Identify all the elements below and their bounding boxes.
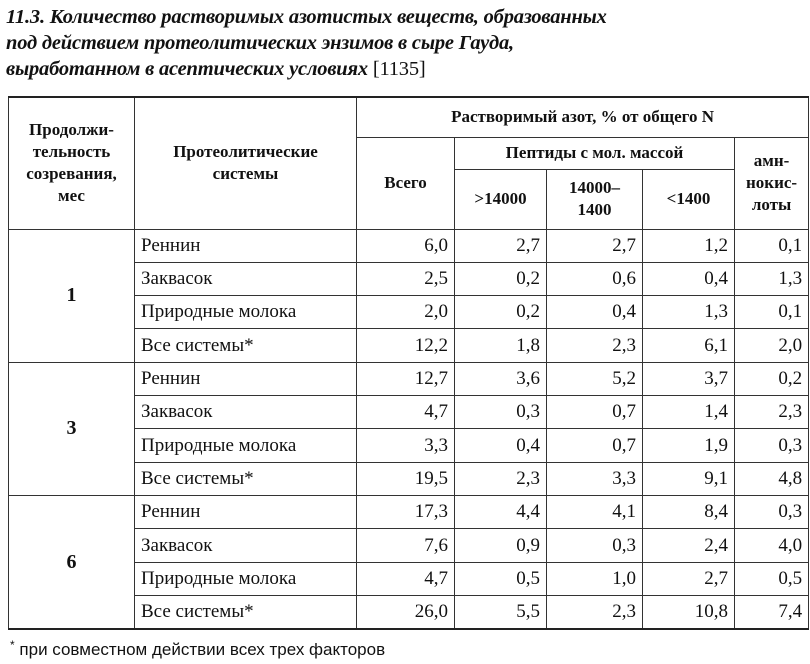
cell-amino-acids: 2,3 [735, 396, 809, 429]
cell-system: Природные молока [135, 429, 357, 462]
cell-amino-acids: 0,5 [735, 562, 809, 595]
cell-total: 3,3 [357, 429, 455, 462]
cell-amino-acids: 0,3 [735, 496, 809, 529]
cell-system: Заквасок [135, 396, 357, 429]
cell-peptides-gt14000: 0,5 [455, 562, 547, 595]
cell-system: Все системы* [135, 462, 357, 495]
cell-system: Заквасок [135, 529, 357, 562]
header-mid-line-1: 14000– [569, 178, 620, 197]
cell-period: 1 [9, 229, 135, 362]
header-amino-line-3: лоты [751, 195, 792, 214]
cell-peptides-gt14000: 2,7 [455, 229, 547, 262]
cell-total: 2,0 [357, 296, 455, 329]
cell-system: Реннин [135, 496, 357, 529]
header-peptides-gt14000: >14000 [455, 169, 547, 229]
cell-system: Заквасок [135, 262, 357, 295]
table-row [9, 496, 809, 529]
cell-peptides-lt1400: 2,4 [643, 529, 735, 562]
cell-amino-acids: 2,0 [735, 329, 809, 362]
cell-total: 2,5 [357, 262, 455, 295]
caption-reference: [1135] [372, 58, 426, 80]
cell-peptides-gt14000: 0,2 [455, 262, 547, 295]
caption-line-1: 11.3. Количество растворимых азотистых веществ, образованных [6, 6, 607, 28]
cell-peptides-gt14000: 2,3 [455, 462, 547, 495]
header-peptides: Пептиды с мол. массой [455, 137, 735, 169]
header-duration-line-4: мес [58, 186, 85, 206]
table-row [9, 229, 809, 262]
nitrogen-table [8, 96, 809, 630]
cell-peptides-14000-1400: 0,6 [547, 262, 643, 295]
cell-peptides-14000-1400: 1,0 [547, 562, 643, 595]
header-soluble-nitrogen: Растворимый азот, % от общего N [357, 97, 809, 137]
cell-system: Природные молока [135, 296, 357, 329]
cell-peptides-lt1400: 8,4 [643, 496, 735, 529]
cell-peptides-lt1400: 1,2 [643, 229, 735, 262]
cell-peptides-14000-1400: 4,1 [547, 496, 643, 529]
caption-line-2: под действием протеолитических энзимов в сыре Гауда, [6, 32, 514, 54]
cell-system: Все системы* [135, 596, 357, 629]
cell-total: 19,5 [357, 462, 455, 495]
cell-system: Все системы* [135, 329, 357, 362]
cell-amino-acids: 0,3 [735, 429, 809, 462]
header-amino-line-2: нокис- [745, 173, 798, 192]
cell-total: 12,2 [357, 329, 455, 362]
header-duration [9, 97, 135, 229]
cell-peptides-gt14000: 0,9 [455, 529, 547, 562]
table-caption [6, 4, 806, 82]
cell-peptides-lt1400: 1,3 [643, 296, 735, 329]
header-duration-line-3: созревания, [26, 164, 117, 184]
cell-peptides-lt1400: 3,7 [643, 362, 735, 395]
cell-total: 17,3 [357, 496, 455, 529]
cell-peptides-gt14000: 1,8 [455, 329, 547, 362]
cell-total: 7,6 [357, 529, 455, 562]
cell-amino-acids: 0,1 [735, 229, 809, 262]
cell-peptides-14000-1400: 2,3 [547, 596, 643, 629]
header-peptides-14000-1400 [547, 169, 643, 229]
header-duration-line-2: тельность [32, 142, 111, 162]
cell-peptides-lt1400: 1,9 [643, 429, 735, 462]
cell-total: 12,7 [357, 362, 455, 395]
cell-total: 26,0 [357, 596, 455, 629]
cell-peptides-gt14000: 0,2 [455, 296, 547, 329]
cell-system: Реннин [135, 362, 357, 395]
cell-peptides-14000-1400: 2,3 [547, 329, 643, 362]
cell-peptides-gt14000: 0,4 [455, 429, 547, 462]
cell-peptides-lt1400: 9,1 [643, 462, 735, 495]
header-peptides-lt1400: <1400 [643, 169, 735, 229]
cell-amino-acids: 4,8 [735, 462, 809, 495]
header-systems-line-1: Протеолитические [173, 142, 318, 162]
footnote-text: при совместном действии всех трех факторов [19, 640, 386, 659]
caption-line-3 [6, 56, 806, 82]
cell-peptides-14000-1400: 0,4 [547, 296, 643, 329]
cell-total: 6,0 [357, 229, 455, 262]
cell-amino-acids: 4,0 [735, 529, 809, 562]
cell-peptides-gt14000: 3,6 [455, 362, 547, 395]
caption-line-3-text: выработанном в асептических условиях [6, 58, 368, 80]
cell-peptides-14000-1400: 0,7 [547, 396, 643, 429]
header-mid-line-2: 1400 [577, 200, 612, 219]
cell-peptides-14000-1400: 0,3 [547, 529, 643, 562]
cell-system: Реннин [135, 229, 357, 262]
footnote [10, 634, 800, 661]
footnote-mark: * [10, 638, 15, 652]
cell-peptides-lt1400: 10,8 [643, 596, 735, 629]
cell-peptides-14000-1400: 0,7 [547, 429, 643, 462]
table-row [9, 362, 809, 395]
cell-peptides-14000-1400: 3,3 [547, 462, 643, 495]
header-duration-line-1: Продолжи- [29, 120, 114, 140]
cell-peptides-lt1400: 0,4 [643, 262, 735, 295]
cell-peptides-gt14000: 0,3 [455, 396, 547, 429]
cell-peptides-gt14000: 4,4 [455, 496, 547, 529]
cell-total: 4,7 [357, 396, 455, 429]
cell-amino-acids: 7,4 [735, 596, 809, 629]
cell-amino-acids: 0,1 [735, 296, 809, 329]
header-amino-line-1: амн- [753, 151, 790, 170]
header-amino-acids [735, 137, 809, 229]
cell-peptides-lt1400: 2,7 [643, 562, 735, 595]
cell-system: Природные молока [135, 562, 357, 595]
cell-period: 3 [9, 362, 135, 495]
cell-amino-acids: 0,2 [735, 362, 809, 395]
cell-peptides-14000-1400: 2,7 [547, 229, 643, 262]
header-systems-line-2: системы [212, 164, 279, 184]
cell-peptides-lt1400: 6,1 [643, 329, 735, 362]
cell-peptides-14000-1400: 5,2 [547, 362, 643, 395]
cell-period: 6 [9, 496, 135, 629]
cell-total: 4,7 [357, 562, 455, 595]
cell-peptides-gt14000: 5,5 [455, 596, 547, 629]
cell-amino-acids: 1,3 [735, 262, 809, 295]
table-body [9, 229, 809, 629]
header-systems [135, 97, 357, 229]
header-total: Всего [357, 137, 455, 229]
table-header [9, 97, 809, 229]
cell-peptides-lt1400: 1,4 [643, 396, 735, 429]
